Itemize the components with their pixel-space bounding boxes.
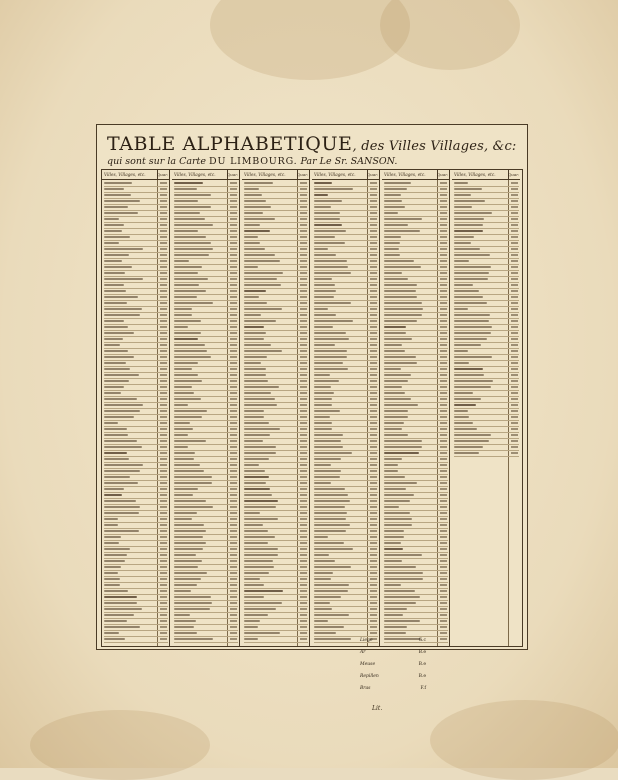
square-header-label: Quar. xyxy=(157,172,168,177)
column-header xyxy=(382,170,449,180)
foxing-stain xyxy=(380,0,520,70)
column-header xyxy=(242,170,309,180)
index-column xyxy=(452,170,520,646)
index-column xyxy=(242,170,310,646)
index-entry xyxy=(454,450,519,457)
page-title: TABLE ALPHABETIQUE xyxy=(107,133,353,155)
index-entry xyxy=(244,636,308,643)
square-header-label: Quar. xyxy=(227,172,238,177)
column-header-label: Villes, Villages, etc. xyxy=(314,172,356,177)
title-connector: , des Villes Villages, &c: xyxy=(352,139,517,154)
column-header xyxy=(312,170,379,180)
index-column xyxy=(312,170,380,646)
foxing-stain xyxy=(210,0,410,80)
index-column xyxy=(102,170,170,646)
foxing-stain xyxy=(430,700,618,780)
index-table xyxy=(101,169,523,647)
title-prefix: qui sont sur la Carte xyxy=(107,156,206,167)
index-entry xyxy=(104,636,168,643)
square-header-label: Quar. xyxy=(437,172,448,177)
title-cartouche xyxy=(107,133,517,169)
column-header-label: Villes, Villages, etc. xyxy=(244,172,286,177)
title-line-2 xyxy=(107,156,397,167)
column-header-label: Villes, Villages, etc. xyxy=(454,172,496,177)
extra-entry: Ar B.e xyxy=(360,650,426,655)
square-header-label: Quar. xyxy=(367,172,378,177)
column-header xyxy=(102,170,169,180)
title-line-1 xyxy=(107,133,517,155)
extra-entry: Meuse B.e xyxy=(360,662,426,667)
square-header-label: Quar. xyxy=(297,172,308,177)
extra-entry: Liege G.c xyxy=(360,638,426,643)
table-plate xyxy=(96,124,528,650)
index-entry xyxy=(174,636,238,643)
column-header-label: Villes, Villages, etc. xyxy=(384,172,426,177)
square-header-label: Quar. xyxy=(508,172,519,177)
column-header xyxy=(452,170,520,180)
column-header-label: Villes, Villages, etc. xyxy=(174,172,216,177)
index-column xyxy=(172,170,240,646)
foxing-stain xyxy=(30,710,210,780)
map-name: DU LIMBOURG. xyxy=(209,156,298,167)
column-header-label: Villes, Villages, etc. xyxy=(104,172,146,177)
extra-entry: Repillen B.e xyxy=(360,674,426,679)
author-credit: Par Le Sr. SANSON. xyxy=(300,156,398,167)
column-header xyxy=(172,170,239,180)
extra-entry: Bras F.f xyxy=(360,686,426,691)
index-column xyxy=(382,170,450,646)
engraver-signature: Lit. xyxy=(372,705,383,712)
